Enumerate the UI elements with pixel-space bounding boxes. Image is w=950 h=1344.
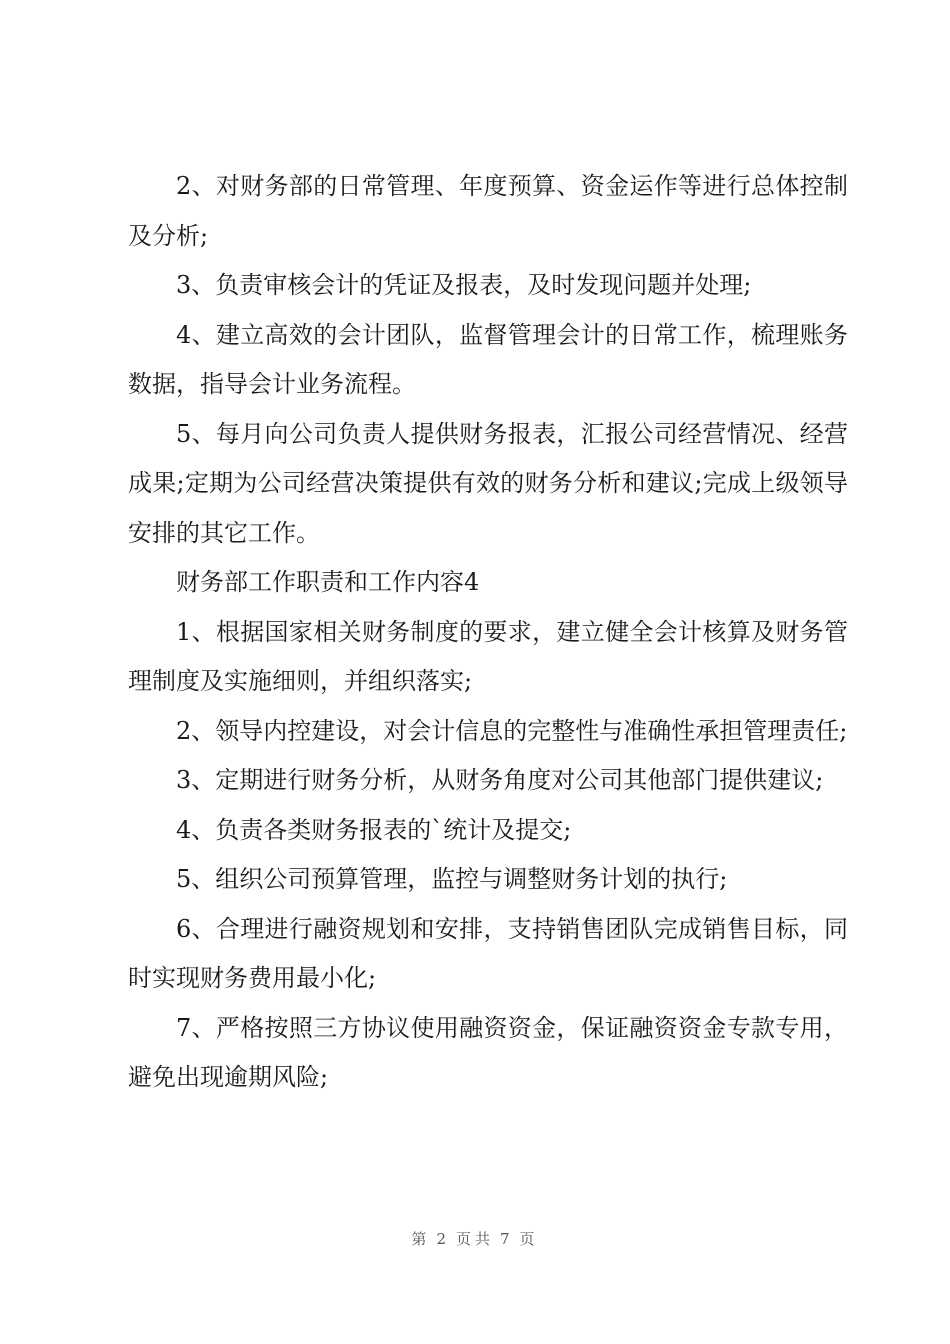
- footer-prefix: 第: [411, 1230, 431, 1248]
- paragraph-item-5: 5、每月向公司负责人提供财务报表，汇报公司经营情况、经营成果;定期为公司经营决策提供有效的财务分析和建议;完成上级领导安排的其它工作。: [128, 419, 848, 547]
- paragraph-item-4: 4、建立高效的会计团队，监督管理会计的日常工作，梳理账务数据，指导会计业务流程。: [128, 320, 848, 398]
- paragraph-duty-6: 6、合理进行融资规划和安排，支持销售团队完成销售目标，同时实现财务费用最小化;: [128, 914, 848, 992]
- paragraph-duty-4: 4、负责各类财务报表的`统计及提交;: [176, 815, 572, 844]
- paragraph-item-3: 3、负责审核会计的凭证及报表，及时发现问题并处理;: [176, 271, 752, 299]
- footer-suffix: 页: [519, 1230, 539, 1248]
- paragraph-item-2: 2、对财务部的日常管理、年度预算、资金运作等进行总体控制及分析;: [128, 172, 848, 250]
- section-heading: 财务部工作职责和工作内容4: [176, 568, 480, 596]
- paragraph-duty-2: 2、领导内控建设，对会计信息的完整性与准确性承担管理责任;: [176, 716, 848, 745]
- paragraph-duty-1: 1、根据国家相关财务制度的要求，建立健全会计核算及财务管理制度及实施细则，并组织落实;: [128, 617, 848, 695]
- footer-middle: 页共: [455, 1230, 494, 1248]
- paragraph-duty-5: 5、组织公司预算管理，监控与调整财务计划的执行;: [176, 865, 728, 893]
- page-footer: [0, 1228, 950, 1249]
- paragraph-duty-3: 3、定期进行财务分析，从财务角度对公司其他部门提供建议;: [176, 766, 824, 794]
- footer-page-number: 2: [436, 1230, 450, 1248]
- document-body: [128, 162, 848, 1103]
- paragraph-duty-7: 7、严格按照三方协议使用融资资金，保证融资资金专款专用，避免出现逾期风险;: [128, 1013, 848, 1091]
- footer-total-pages: 7: [500, 1230, 514, 1248]
